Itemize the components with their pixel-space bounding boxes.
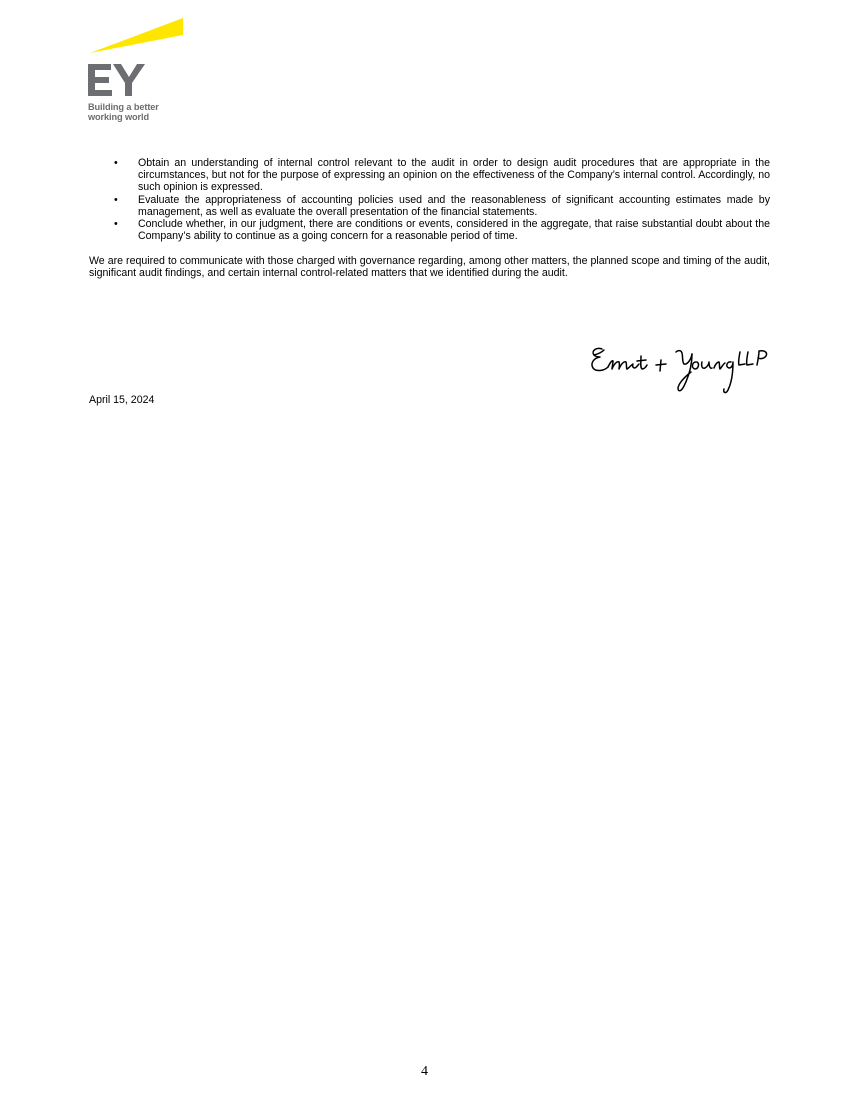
bullet-icon: • — [114, 193, 118, 206]
signature — [588, 340, 778, 398]
signature-image — [588, 340, 778, 398]
ey-letter-y — [113, 64, 145, 96]
logo-tagline — [88, 103, 159, 122]
bullet-item — [89, 157, 770, 194]
bullet-item — [89, 218, 770, 242]
ey-letter-e — [88, 64, 112, 96]
governance-paragraph: We are required to communicate with those charged with governance regarding, among other matters, the planned scope and timing of the audit, significant audit findings, and certain internal control-related matters that we identified during the audit. — [89, 254, 770, 280]
bullet-text: Obtain an understanding of internal control relevant to the audit in order to design audit procedures that are appropriate in the circumstances, but not for the purpose of expressing an opinion on the effectiveness of the Company’s internal control. Accordingly, no such opinion is expressed. — [138, 157, 770, 194]
tagline-line-2: working world — [88, 111, 149, 122]
bullet-list — [89, 157, 770, 242]
report-date: April 15, 2024 — [89, 394, 155, 406]
bullet-icon: • — [114, 218, 118, 231]
page-number: 4 — [421, 1064, 428, 1079]
ey-logo — [88, 18, 188, 128]
document-body — [89, 157, 770, 290]
bullet-text: Evaluate the appropriateness of accounting policies used and the reasonableness of significant accounting estimates made by management, as well as evaluate the overall presentation of the financial statements. — [138, 193, 770, 218]
ey-beam-icon — [90, 18, 183, 53]
tagline-line-1: Building a better — [88, 102, 159, 112]
bullet-item — [89, 194, 770, 218]
ey-logo-mark — [88, 18, 188, 98]
bullet-icon: • — [114, 157, 118, 169]
bullet-text: Conclude whether, in our judgment, there are conditions or events, considered in the aggregate, that raise substantial doubt about the Company’s ability to continue as a going concern for a reasonable period of time. — [138, 218, 770, 243]
